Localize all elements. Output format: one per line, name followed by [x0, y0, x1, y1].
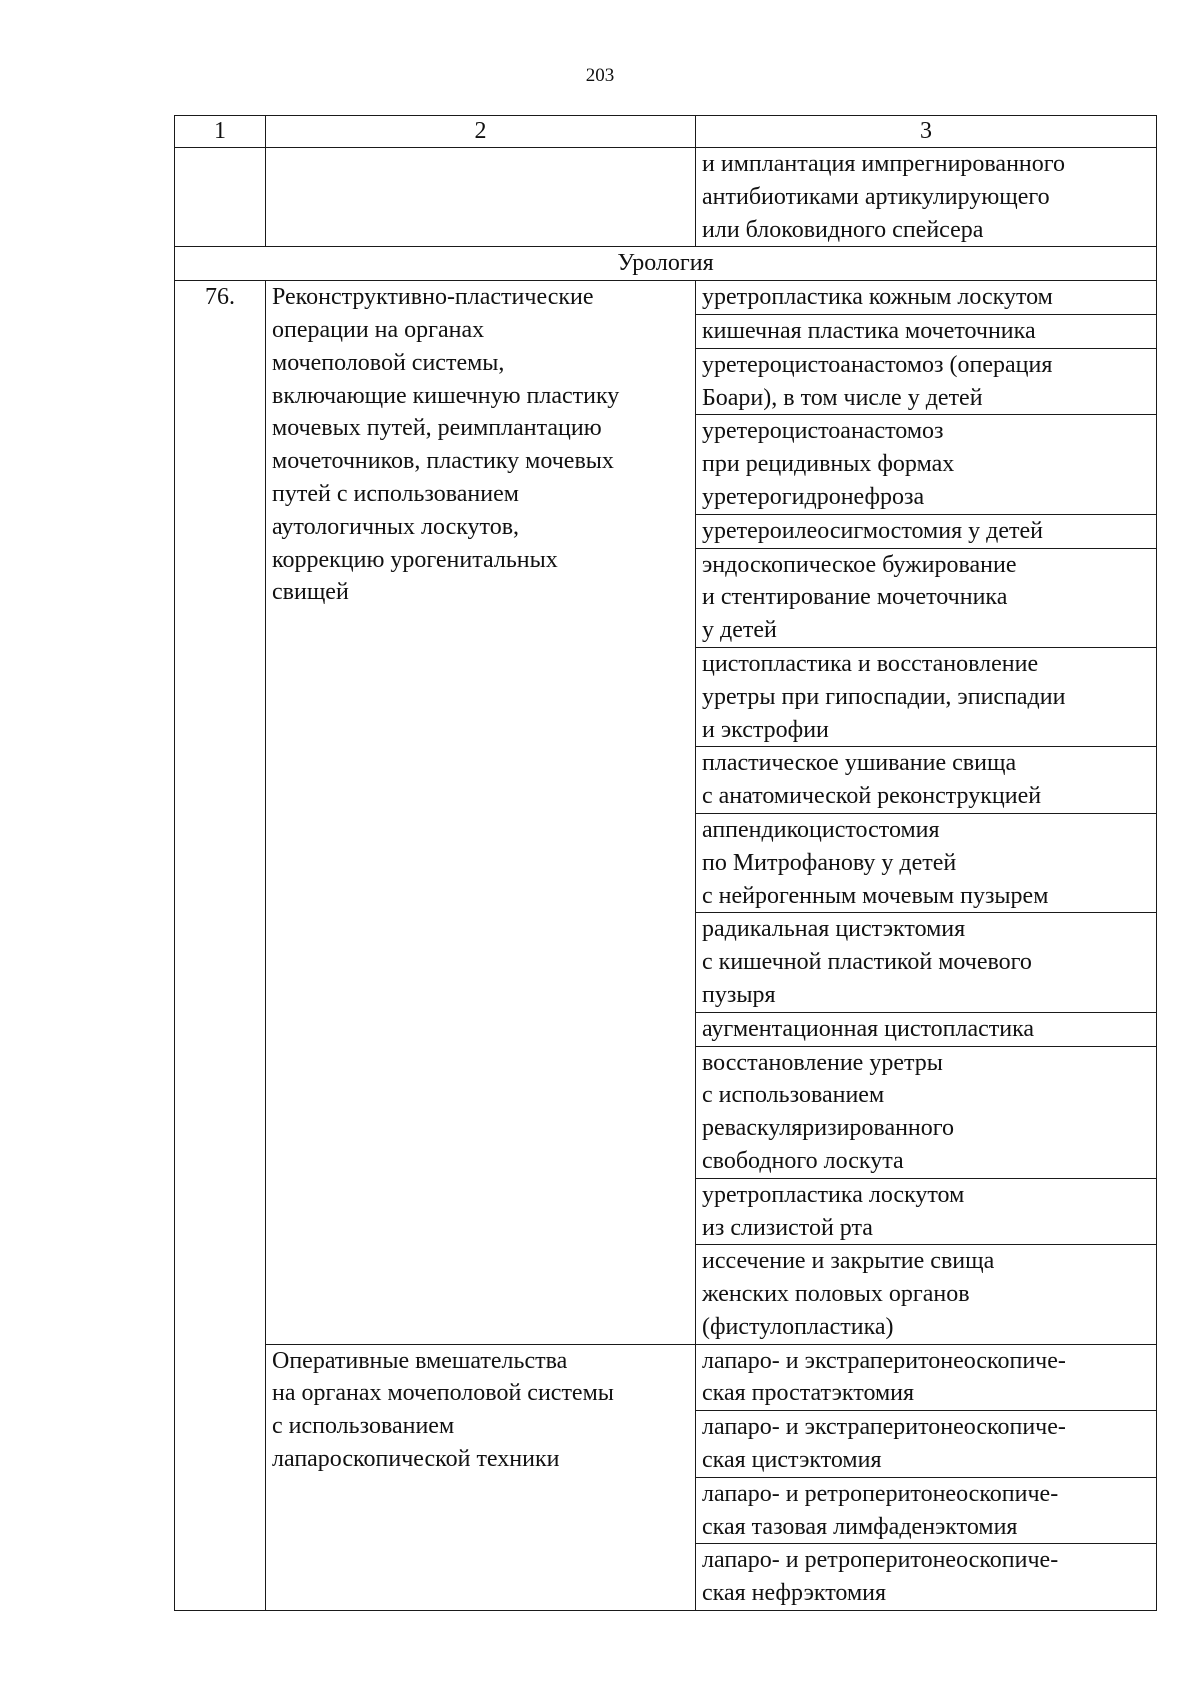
continuation-desc-cell	[266, 148, 696, 247]
header-col-1: 1	[175, 116, 266, 148]
treatment-method: цистопластика и восстановление уретры при гипоспадии, эписпадии и экстрофии	[696, 647, 1157, 746]
treatment-method: уретероцистоанастомоз при рецидивных формах уретерогидронефроза	[696, 415, 1157, 514]
continuation-num-cell	[175, 148, 266, 247]
treatment-method: восстановление уретры с использованием реваскуляризированного свободного лоскута	[696, 1046, 1157, 1178]
treatment-description: Оперативные вмешательства на органах мочеполовой системы с использованием лапароскопической техники	[266, 1344, 696, 1610]
continuation-row	[175, 148, 1157, 247]
treatment-method: пластическое ушивание свища с анатомической реконструкцией	[696, 747, 1157, 814]
treatment-method: лапаро- и ретроперитонеоскопиче- ская тазовая лимфаденэктомия	[696, 1477, 1157, 1544]
treatment-method: радикальная цистэктомия с кишечной пластикой мочевого пузыря	[696, 913, 1157, 1012]
treatment-method: эндоскопическое бужирование и стентирование мочеточника у детей	[696, 548, 1157, 647]
treatment-method: лапаро- и экстраперитонеоскопиче- ская простатэктомия	[696, 1344, 1157, 1411]
method-row	[175, 281, 1157, 315]
treatment-method: аппендикоцистостомия по Митрофанову у детей с нейрогенным мочевым пузырем	[696, 813, 1157, 912]
treatment-method: уретероцистоанастомоз (операция Боари), в том числе у детей	[696, 348, 1157, 415]
continuation-method-cell: и имплантация импрегнированного антибиотиками артикулирующего или блоковидного спейсера	[696, 148, 1157, 247]
header-row	[175, 116, 1157, 148]
treatment-method: аугментационная цистопластика	[696, 1012, 1157, 1046]
section-title: Урология	[175, 247, 1157, 281]
procedures-table	[174, 115, 1157, 1611]
entry-number: 76.	[175, 281, 266, 1611]
header-col-3: 3	[696, 116, 1157, 148]
treatment-method: лапаро- и экстраперитонеоскопиче- ская цистэктомия	[696, 1411, 1157, 1478]
header-col-2: 2	[266, 116, 696, 148]
treatment-method: лапаро- и ретроперитонеоскопиче- ская нефрэктомия	[696, 1544, 1157, 1611]
treatment-method: кишечная пластика мочеточника	[696, 314, 1157, 348]
treatment-method: уретропластика лоскутом из слизистой рта	[696, 1178, 1157, 1245]
treatment-method: иссечение и закрытие свища женских половых органов (фистулопластика)	[696, 1245, 1157, 1344]
table-body	[175, 116, 1157, 1611]
method-row	[175, 1344, 1157, 1411]
page-number: 203	[585, 65, 615, 86]
treatment-method: уретропластика кожным лоскутом	[696, 281, 1157, 315]
treatment-method: уретероилеосигмостомия у детей	[696, 514, 1157, 548]
section-row	[175, 247, 1157, 281]
treatment-description: Реконструктивно-пластические операции на органах мочеполовой системы, включающие кишечную пластику мочевых путей, реимплантацию мочеточников, пластику мочевых путей с использованием аутологичных лоскутов, коррекцию урогенитальных свищей	[266, 281, 696, 1345]
